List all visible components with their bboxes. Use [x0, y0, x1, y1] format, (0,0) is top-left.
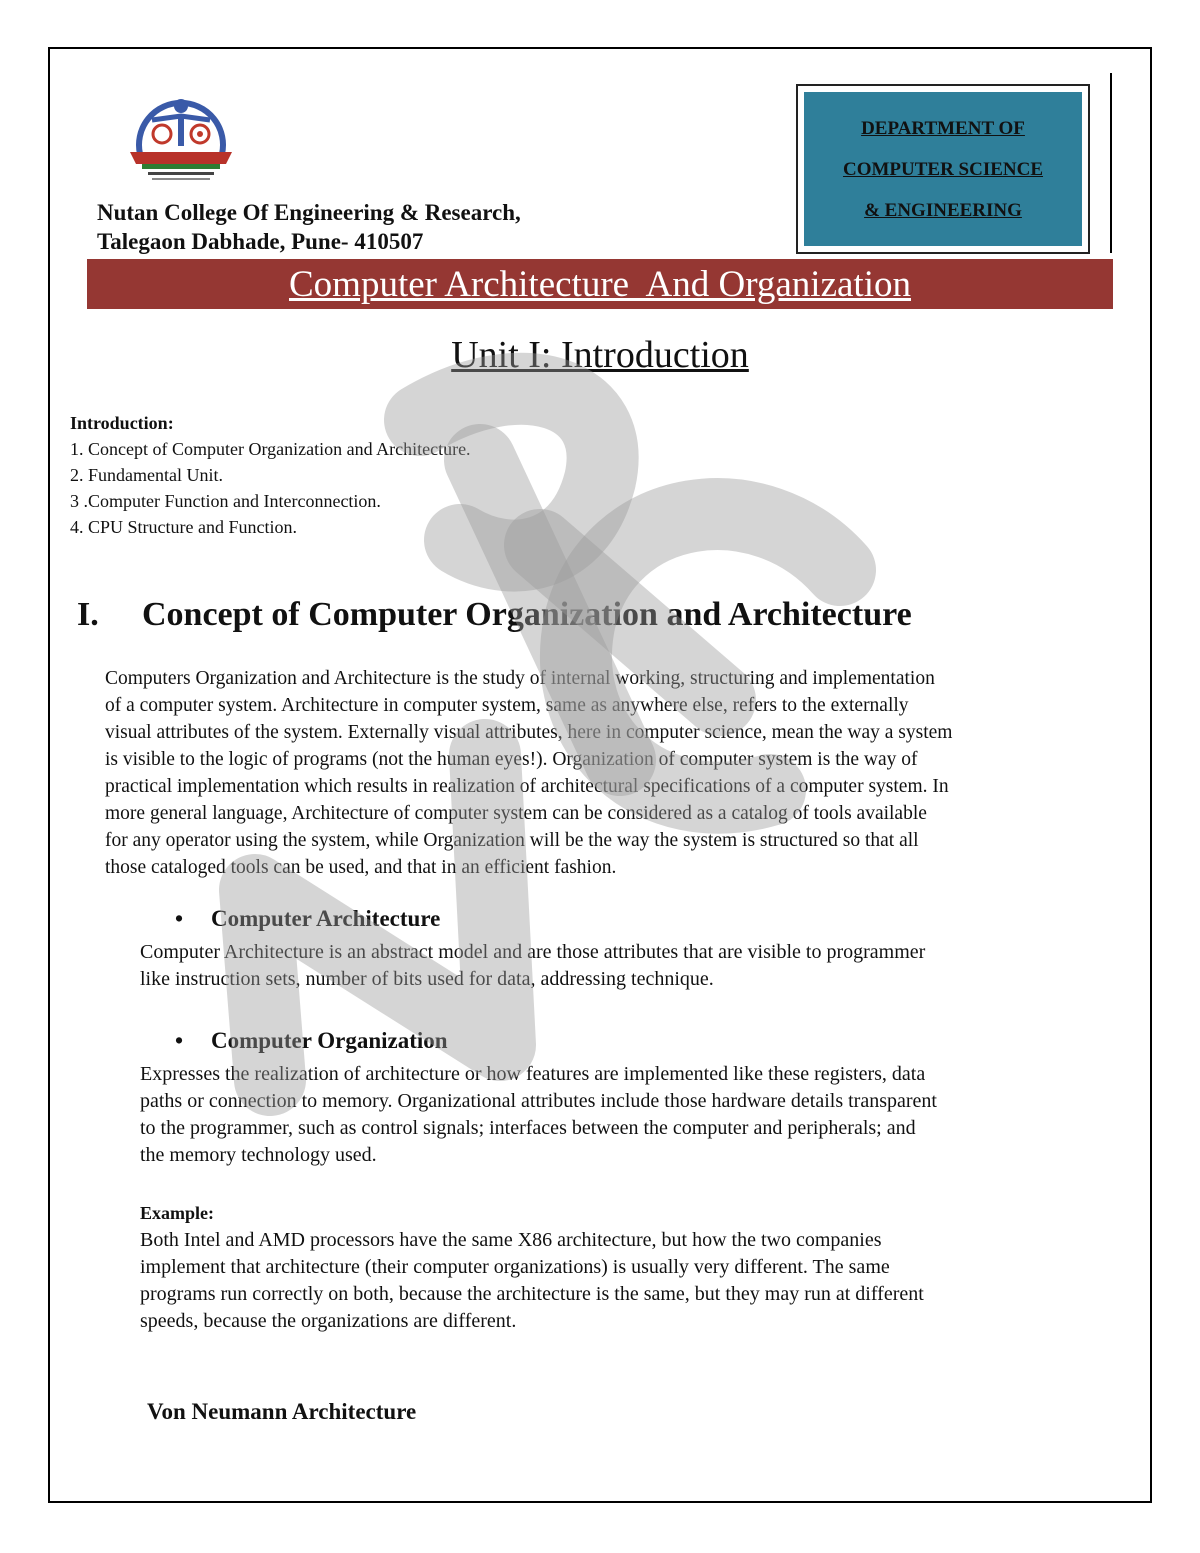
introduction-heading: Introduction:	[70, 413, 174, 433]
architecture-heading-text: Computer Architecture	[211, 906, 441, 931]
paragraph-line: those cataloged tools can be used, and that in an efficient fashion.	[105, 857, 617, 878]
course-title: Computer Architecture And Organization	[289, 263, 911, 305]
bullet-icon: •	[175, 906, 184, 931]
introduction-item: 1. Concept of Computer Organization and Architecture.	[70, 439, 471, 459]
college-name: Nutan College Of Engineering & Research,	[97, 200, 521, 225]
paragraph-line: practical implementation which results in realization of architectural specifications of a computer system. In	[105, 776, 949, 797]
introduction-item: 4. CPU Structure and Function.	[70, 517, 297, 537]
organization-heading	[175, 1028, 448, 1054]
department-line-3: & ENGINEERING	[864, 199, 1022, 221]
department-line-2: COMPUTER SCIENCE	[842, 158, 1044, 180]
department-line-1: DEPARTMENT OF	[861, 117, 1025, 139]
architecture-heading	[175, 906, 440, 932]
section-paragraph	[105, 665, 1135, 881]
course-banner	[87, 259, 1113, 309]
paragraph-line: of a computer system. Architecture in computer system, same as anywhere else, refers to the externally	[105, 695, 909, 716]
unit-title: Unit I: Introduction	[451, 334, 749, 376]
college-address: Talegaon Dabhade, Pune- 410507	[97, 229, 424, 254]
bullet-icon: •	[175, 1028, 184, 1053]
example-line: Both Intel and AMD processors have the same X86 architecture, but how the two companies	[140, 1229, 882, 1251]
organization-line: paths or connection to memory. Organizational attributes include those hardware details transparent	[140, 1090, 937, 1112]
paragraph-line: is visible to the logic of programs (not the human eyes!). Organization of computer system is the way of	[105, 749, 918, 770]
organization-line: the memory technology used.	[140, 1144, 377, 1166]
organization-text	[140, 1061, 937, 1169]
section-number: I.	[77, 596, 99, 633]
organization-line: to the programmer, such as control signals; interfaces between the computer and peripherals; and	[140, 1117, 916, 1139]
section-heading	[77, 596, 912, 634]
architecture-text	[140, 939, 925, 993]
college-logo	[122, 92, 240, 184]
example-text	[140, 1227, 924, 1335]
architecture-line: Computer Architecture is an abstract model and are those attributes that are visible to programmer	[140, 941, 926, 963]
organization-line: Expresses the realization of architecture or how features are implemented like these registers, data	[140, 1063, 926, 1085]
paragraph-line: for any operator using the system, while Organization will be the way the system is structured so that all	[105, 830, 919, 851]
section-title: Concept of Computer Organization and Architecture	[142, 596, 912, 633]
example-line: programs run correctly on both, because the architecture is the same, but they may run at different	[140, 1283, 924, 1305]
paragraph-line: Computers Organization and Architecture is the study of internal working, structuring and implementation	[105, 668, 935, 689]
introduction-list	[70, 410, 471, 540]
department-box	[796, 84, 1090, 254]
header-rule	[1110, 73, 1112, 253]
example-line: speeds, because the organizations are different.	[140, 1310, 517, 1332]
architecture-line: like instruction sets, number of bits used for data, addressing technique.	[140, 968, 714, 990]
example-heading: Example:	[140, 1203, 214, 1223]
organization-heading-text: Computer Organization	[211, 1028, 448, 1053]
college-info	[97, 198, 521, 256]
von-neumann-heading: Von Neumann Architecture	[147, 1399, 417, 1424]
department-box-fill	[804, 92, 1082, 246]
introduction-item: 3 .Computer Function and Interconnection.	[70, 491, 381, 511]
introduction-item: 2. Fundamental Unit.	[70, 465, 223, 485]
example-line: implement that architecture (their computer organizations) is usually very different. The same	[140, 1256, 890, 1278]
paragraph-line: visual attributes of the system. Externally visual attributes, here in computer science, mean the way a system	[105, 722, 953, 743]
paragraph-line: more general language, Architecture of computer system can be considered as a catalog of tools available	[105, 803, 927, 824]
